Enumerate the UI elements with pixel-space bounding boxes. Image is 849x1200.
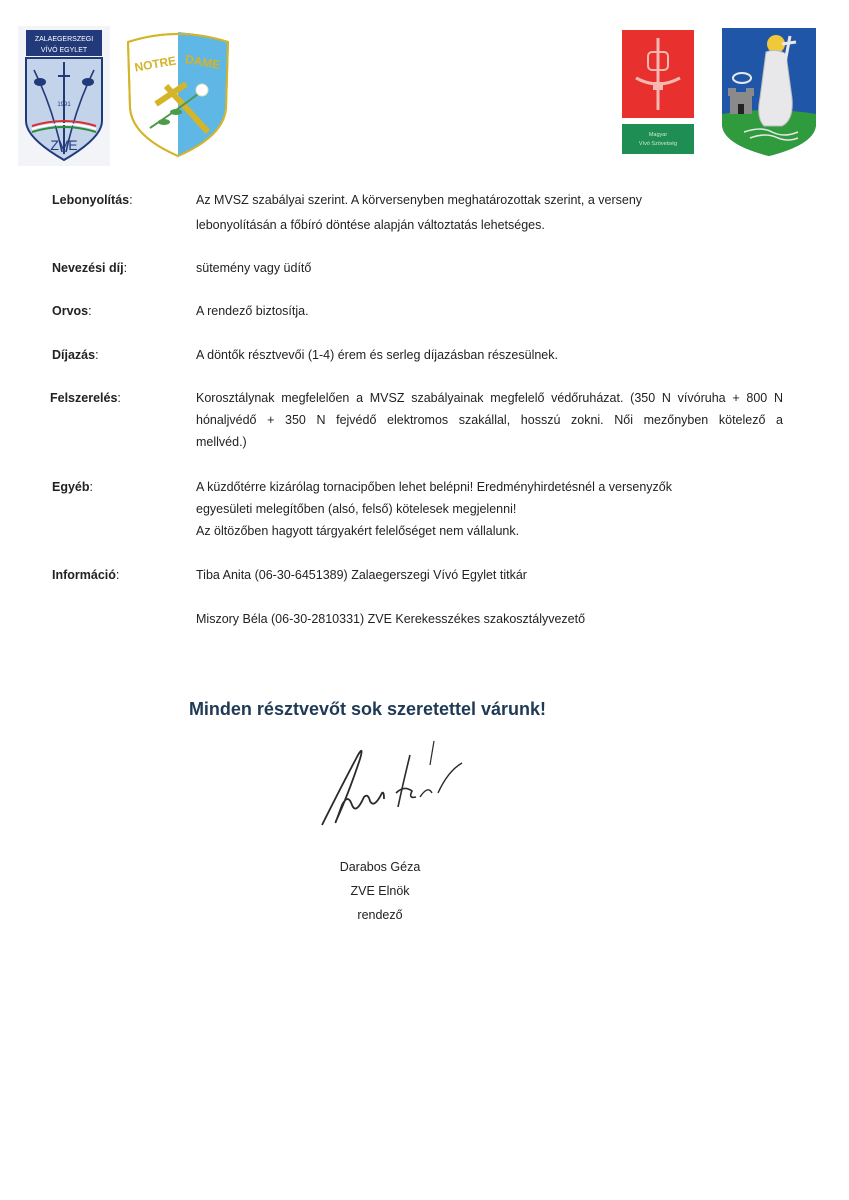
value-informacio [196, 564, 783, 630]
value-dijazas [196, 344, 783, 366]
label-nevezesi-dij [52, 261, 127, 275]
value-nevezesi-dij [196, 257, 783, 279]
value-line: Miszory Béla (06-30-2810331) ZVE Kerekesszékes szakosztályvezető [196, 612, 586, 626]
notre-dame-logo [120, 28, 236, 158]
closing-message: Minden résztvevőt sok szeretettel várunk! [188, 699, 547, 719]
value-line: A küzdőtérre kizárólag tornacipőben lehet belépni! Eredményhirdetésnél a versenyzők [196, 480, 672, 494]
value-lebonyolitas [196, 189, 783, 236]
label-dijazas [52, 348, 99, 362]
signatory-name: Darabos Géza [339, 860, 421, 874]
value-orvos [196, 300, 783, 322]
zve-logo-text-2: VÍVÓ EGYLET [40, 47, 88, 54]
label-text: Információ [52, 568, 116, 582]
label-text: Díjazás [52, 348, 96, 362]
label-text: Lebonyolítás [52, 193, 130, 207]
label-text: Felszerelés [50, 391, 118, 405]
value-line: Az MVSZ szabályai szerint. A körversenyben meghatározottak szerint, a verseny [196, 193, 643, 207]
label-egyeb [52, 480, 93, 494]
zve-logo-initials: ZVE [50, 137, 78, 153]
mvsz-logo [622, 30, 694, 154]
value-line: A rendező biztosítja. [196, 304, 309, 318]
signatory-role: rendező [357, 908, 403, 922]
coat-of-arms [722, 28, 816, 156]
label-felszereles [50, 391, 121, 405]
value-line: lebonyolításán a főbíró döntése alapján változtatás lehetséges. [196, 218, 545, 232]
value-line: Tiba Anita (06-30-6451389) Zalaegerszegi Vívó Egylet titkár [196, 568, 527, 582]
label-lebonyolitas [52, 193, 133, 207]
value-egyeb [196, 476, 783, 542]
zve-logo [18, 26, 110, 166]
notre-dame-text-right: DAME [184, 52, 222, 73]
notre-dame-text-left: NOTRE [133, 53, 178, 75]
label-text: Egyéb [52, 480, 90, 494]
label-colon: : [129, 193, 133, 207]
value-line: egyesületi melegítőben (alsó, felső) kötelesek megjelenni! [196, 502, 517, 516]
label-colon: : [95, 348, 99, 362]
label-colon: : [88, 304, 92, 318]
label-colon: : [115, 568, 120, 582]
zve-logo-year: 1991 [57, 102, 71, 108]
value-felszereles [196, 387, 783, 453]
mvsz-logo-text-1: Magyar [648, 132, 668, 138]
value-line: sütemény vagy üdítő [196, 261, 312, 275]
mvsz-logo-text-2: Vívó Szövetség [638, 141, 678, 147]
signatory-title: ZVE Elnök [350, 884, 410, 898]
value-line: hónaljvédő + 350 N fejvédő elektromos szakállal, hosszú zokni. Női mezőnyben kötelező a [196, 413, 783, 427]
label-colon: : [123, 261, 128, 275]
label-text: Nevezési díj [52, 261, 124, 275]
zve-logo-text-1: ZALAEGERSZEGI [34, 36, 94, 43]
value-line: A döntők résztvevői (1-4) érem és serleg díjazásban részesülnek. [196, 348, 558, 362]
signature-image [312, 735, 472, 840]
value-line: Korosztálynak megfelelően a MVSZ szabályainak megfelelő védőruházat. (350 N vívóruha + 800 N [196, 391, 783, 405]
label-orvos [52, 304, 92, 318]
signatory [300, 855, 460, 927]
label-colon: : [117, 391, 121, 405]
value-line: mellvéd.) [196, 435, 247, 449]
value-line: Az öltözőben hagyott tárgyakért felelőséget nem vállalunk. [196, 524, 520, 538]
label-informacio [52, 568, 119, 582]
label-colon: : [89, 480, 93, 494]
label-text: Orvos [52, 304, 89, 318]
